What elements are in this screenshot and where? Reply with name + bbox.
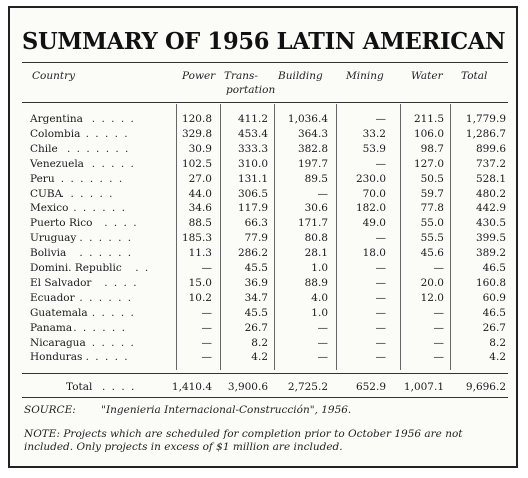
total-dots: . . . . — [102, 381, 136, 393]
table-row — [10, 172, 520, 186]
cell-building: 382.8 — [297, 142, 328, 155]
cell-total: 399.5 — [475, 232, 506, 245]
cell-building: 197.7 — [297, 157, 328, 170]
country-name: Ecuador — [30, 291, 75, 304]
cell-total: 4.2 — [489, 351, 506, 364]
cell-total: 737.2 — [475, 157, 506, 170]
leader-dots: . . . . . . — [73, 321, 127, 334]
header-total: Total — [461, 70, 488, 82]
table-row — [10, 276, 520, 290]
cell-building: 4.0 — [311, 291, 328, 304]
cell-water: 59.7 — [420, 187, 444, 200]
cell-total: 60.9 — [482, 291, 506, 304]
cell-total: 480.2 — [475, 187, 506, 200]
note-label: NOTE: — [24, 428, 61, 440]
source-line — [24, 404, 351, 416]
cell-water: 55.5 — [420, 232, 444, 245]
leader-dots: . . . . . . — [79, 247, 133, 260]
cell-building: — — [317, 351, 328, 364]
cell-transportation: 306.5 — [237, 187, 268, 200]
note-text — [24, 428, 514, 454]
leader-dots: . . . . . . . — [67, 142, 130, 155]
cell-transportation: 8.2 — [251, 336, 268, 349]
country-name: Bolivia — [30, 247, 67, 260]
cell-power: 120.8 — [181, 113, 212, 125]
country-name: Guatemala — [30, 306, 88, 319]
leader-dots: . . . . . — [85, 127, 130, 140]
country-name: Puerto Rico — [30, 217, 93, 230]
cell-mining: 70.0 — [362, 187, 386, 200]
table-row — [10, 112, 520, 126]
leader-dots: . . . . — [104, 276, 139, 289]
total-label: Total — [66, 381, 93, 393]
cell-transportation: 453.4 — [237, 127, 268, 140]
table-row — [10, 306, 520, 320]
cell-building: — — [317, 336, 328, 349]
cell-transportation: 26.7 — [244, 321, 268, 334]
cell-power: 10.2 — [188, 291, 212, 304]
leader-dots: . . . . . . — [73, 202, 127, 215]
country-name: Domini. Republic — [30, 262, 122, 274]
cell-water: 12.0 — [420, 291, 444, 304]
cell-total: 389.2 — [475, 247, 506, 260]
cell-transportation: 45.5 — [244, 306, 268, 319]
cell-power: 329.8 — [181, 127, 212, 140]
source-text: "Ingenieria Internacional-Construcción", 1956. — [101, 404, 352, 416]
cell-power: — — [201, 351, 212, 364]
table-row — [10, 216, 520, 230]
cell-water: 45.6 — [420, 247, 444, 260]
cell-power: 11.3 — [188, 247, 212, 260]
cell-total: 160.8 — [475, 276, 506, 289]
cell-building: 1.0 — [311, 262, 328, 274]
header-bottom-rule — [22, 102, 508, 103]
table-row — [10, 157, 520, 171]
cell-building: 30.6 — [304, 202, 328, 215]
cell-transportation: 333.3 — [237, 142, 268, 155]
cell-mining: 18.0 — [362, 247, 386, 260]
total-power: 1,410.4 — [171, 381, 212, 393]
leader-dots: . . . . — [104, 217, 139, 230]
summary-table-card — [8, 6, 518, 468]
total-mining: 652.9 — [355, 381, 386, 393]
cell-mining: — — [375, 351, 386, 364]
cell-transportation: 36.9 — [244, 276, 268, 289]
total-top-rule — [22, 373, 508, 374]
cell-water: — — [433, 306, 444, 319]
cell-transportation: 411.2 — [237, 113, 268, 125]
country-name: Honduras — [30, 351, 83, 364]
cell-mining: 182.0 — [355, 202, 386, 215]
source-label: SOURCE: — [24, 404, 76, 416]
cell-transportation: 4.2 — [251, 351, 268, 364]
cell-building: 1,036.4 — [287, 113, 328, 125]
leader-dots: . . . . . — [91, 306, 136, 319]
cell-transportation: 131.1 — [237, 172, 268, 185]
cell-total: 528.1 — [475, 172, 506, 185]
cell-transportation: 34.7 — [244, 291, 268, 304]
cell-mining: 49.0 — [362, 217, 386, 230]
table-row — [10, 321, 520, 335]
cell-total: 442.9 — [475, 202, 506, 215]
cell-water: 50.5 — [420, 172, 444, 185]
cell-mining: — — [375, 306, 386, 319]
cell-water: — — [433, 351, 444, 364]
cell-total: 46.5 — [482, 262, 506, 274]
cell-building: 171.7 — [297, 217, 328, 230]
cell-building: 80.8 — [304, 232, 328, 245]
total-row — [10, 379, 520, 395]
cell-mining: — — [375, 113, 386, 125]
table-row — [10, 231, 520, 245]
header-water: Water — [411, 70, 443, 82]
country-name: Colombia — [30, 127, 81, 140]
cell-water: — — [433, 336, 444, 349]
header-top-rule — [22, 62, 508, 63]
cell-mining: 33.2 — [362, 127, 386, 140]
cell-total: 46.5 — [482, 306, 506, 319]
header-transportation-line2: portation — [226, 84, 276, 96]
cell-power: — — [201, 306, 212, 319]
cell-power: — — [201, 262, 212, 274]
header-country: Country — [32, 70, 76, 82]
leader-dots: . . — [135, 262, 150, 274]
cell-water: 127.0 — [413, 157, 444, 170]
leader-dots: . . . . . — [91, 336, 136, 349]
header-transportation-line1: Trans- — [224, 70, 258, 82]
cell-water: 106.0 — [413, 127, 444, 140]
cell-transportation: 310.0 — [237, 157, 268, 170]
cell-power: 30.9 — [188, 142, 212, 155]
table-row — [10, 261, 520, 275]
cell-total: 1,779.9 — [465, 113, 506, 125]
cell-total: 430.5 — [475, 217, 506, 230]
leader-dots: . . . . . — [91, 113, 136, 125]
cell-power: 44.0 — [188, 187, 212, 200]
cell-water: 55.0 — [420, 217, 444, 230]
total-bottom-rule — [22, 397, 508, 398]
cell-power: 15.0 — [188, 276, 212, 289]
cell-total: 8.2 — [489, 336, 506, 349]
country-name: El Salvador — [30, 276, 92, 289]
cell-mining: — — [375, 157, 386, 170]
cell-power: — — [201, 336, 212, 349]
table-row — [10, 187, 520, 201]
cell-total: 26.7 — [482, 321, 506, 334]
cell-power: 185.3 — [181, 232, 212, 245]
cell-mining: — — [375, 291, 386, 304]
table-row — [10, 127, 520, 141]
cell-transportation: 45.5 — [244, 262, 268, 274]
cell-water: 77.8 — [420, 202, 444, 215]
leader-dots: . . . . . . — [60, 187, 115, 200]
cell-transportation: 77.9 — [244, 232, 268, 245]
cell-building: 364.3 — [297, 127, 328, 140]
header-building: Building — [278, 70, 323, 82]
table-row — [10, 350, 520, 364]
cell-water: — — [433, 262, 444, 274]
cell-water: 98.7 — [420, 142, 444, 155]
cell-total: 899.6 — [475, 142, 506, 155]
total-total: 9,696.2 — [465, 381, 506, 393]
table-row — [10, 201, 520, 215]
cell-water: 211.5 — [413, 113, 444, 125]
cell-power: 102.5 — [181, 157, 212, 170]
header-power: Power — [182, 70, 216, 82]
total-transportation: 3,900.6 — [227, 381, 268, 393]
page-title: SUMMARY OF 1956 LATIN AMERICAN — [22, 28, 506, 55]
country-name: Uruguay — [30, 232, 77, 245]
cell-building: 1.0 — [311, 306, 328, 319]
cell-mining: 230.0 — [355, 172, 386, 185]
cell-mining: — — [375, 232, 386, 245]
table-row — [10, 142, 520, 156]
country-name: Mexico — [30, 202, 69, 215]
leader-dots: . . . . . . — [79, 232, 133, 245]
cell-mining: 53.9 — [362, 142, 386, 155]
leader-dots: . . . . . . . — [60, 172, 124, 185]
cell-building: 88.9 — [304, 276, 328, 289]
cell-power: 88.5 — [188, 217, 212, 230]
country-name: Nicaragua — [30, 336, 86, 349]
country-name: Panama — [30, 321, 73, 334]
cell-building: 28.1 — [304, 247, 328, 260]
table-row — [10, 246, 520, 260]
cell-power: 34.6 — [188, 202, 212, 215]
leader-dots: . . . . . . — [79, 291, 133, 304]
cell-power: — — [201, 321, 212, 334]
country-name: Argentina — [30, 113, 83, 125]
country-name: Peru — [30, 172, 55, 185]
leader-dots: . . . . . — [91, 157, 136, 170]
cell-water: 20.0 — [420, 276, 444, 289]
leader-dots: . . . . . — [85, 351, 130, 364]
cell-mining: — — [375, 336, 386, 349]
total-building: 2,725.2 — [287, 381, 328, 393]
cell-power: 27.0 — [188, 172, 212, 185]
header-mining: Mining — [346, 70, 384, 82]
note-body: Projects which are scheduled for completion prior to October 1956 are not included. Only projects in excess of $1 million are included. — [24, 428, 463, 453]
table-row — [10, 336, 520, 350]
cell-total: 1,286.7 — [465, 127, 506, 140]
table-row — [10, 291, 520, 305]
cell-building: — — [317, 187, 328, 200]
total-water: 1,007.1 — [403, 381, 444, 393]
country-name: CUBA — [30, 187, 63, 200]
cell-transportation: 117.9 — [237, 202, 268, 215]
cell-mining: — — [375, 262, 386, 274]
cell-transportation: 66.3 — [244, 217, 268, 230]
cell-mining: — — [375, 321, 386, 334]
cell-mining: — — [375, 276, 386, 289]
cell-transportation: 286.2 — [237, 247, 268, 260]
country-name: Chile — [30, 142, 58, 155]
cell-water: — — [433, 321, 444, 334]
cell-building: 89.5 — [304, 172, 328, 185]
cell-building: — — [317, 321, 328, 334]
country-name: Venezuela — [30, 157, 84, 170]
